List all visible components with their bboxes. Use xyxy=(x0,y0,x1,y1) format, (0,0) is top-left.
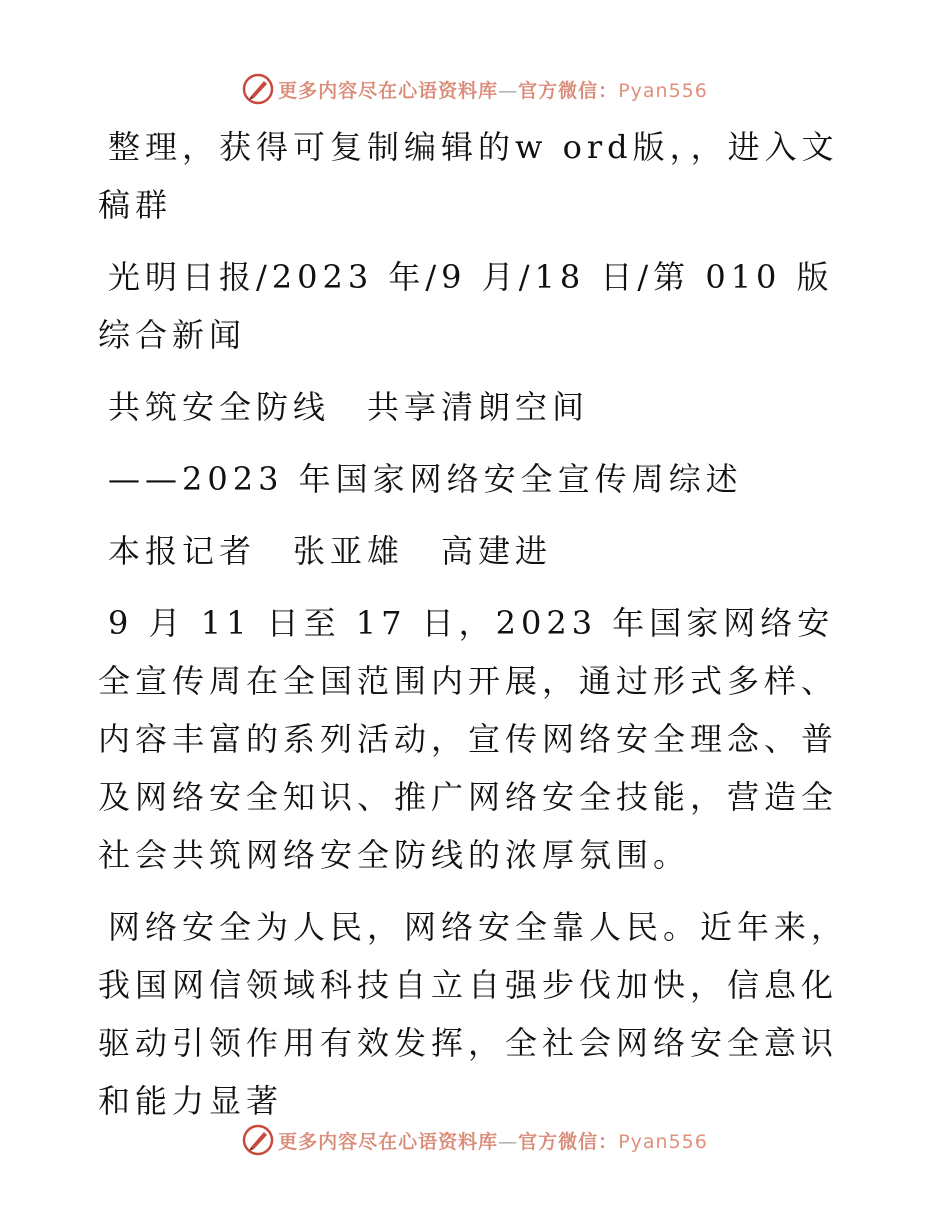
header-watermark xyxy=(0,72,950,106)
byline: 本报记者 张亚雄 高建进 xyxy=(108,532,553,570)
document-body xyxy=(98,118,858,1144)
watermark-text: 更多内容尽在心语资料库—官方微信：Pyan556 xyxy=(278,79,708,102)
source-line-paragraph: 光明日报/2023 年/9 月/18 日/第 010 版综合新闻 xyxy=(98,258,834,354)
footer-watermark xyxy=(0,1123,950,1157)
article-title: 共筑安全防线 共享清朗空间 xyxy=(108,388,590,426)
article-subtitle: ——2023 年国家网络安全宣传周综述 xyxy=(108,460,743,498)
quill-pen-logo-icon xyxy=(242,73,274,105)
body-paragraph-2: 网络安全为人民，网络安全靠人民。近年来，我国网信领域科技自立自强步伐加快，信息化驱动引领作用有效发挥，全社会网络安全意识和能力显著 xyxy=(98,908,849,1120)
watermark-text: 更多内容尽在心语资料库—官方微信：Pyan556 xyxy=(278,1130,708,1153)
body-paragraph-1: 9 月 11 日至 17 日，2023 年国家网络安全宣传周在全国范围内开展，通过形式多样、内容丰富的系列活动，宣传网络安全理念、普及网络安全知识、推广网络安全技能，营造全社会共筑网络安全防线的浓厚氛围。 xyxy=(98,604,839,874)
quill-pen-logo-icon xyxy=(242,1124,274,1156)
intro-note-paragraph: 整理，获得可复制编辑的w ord版，，进入文稿群 xyxy=(98,128,839,224)
